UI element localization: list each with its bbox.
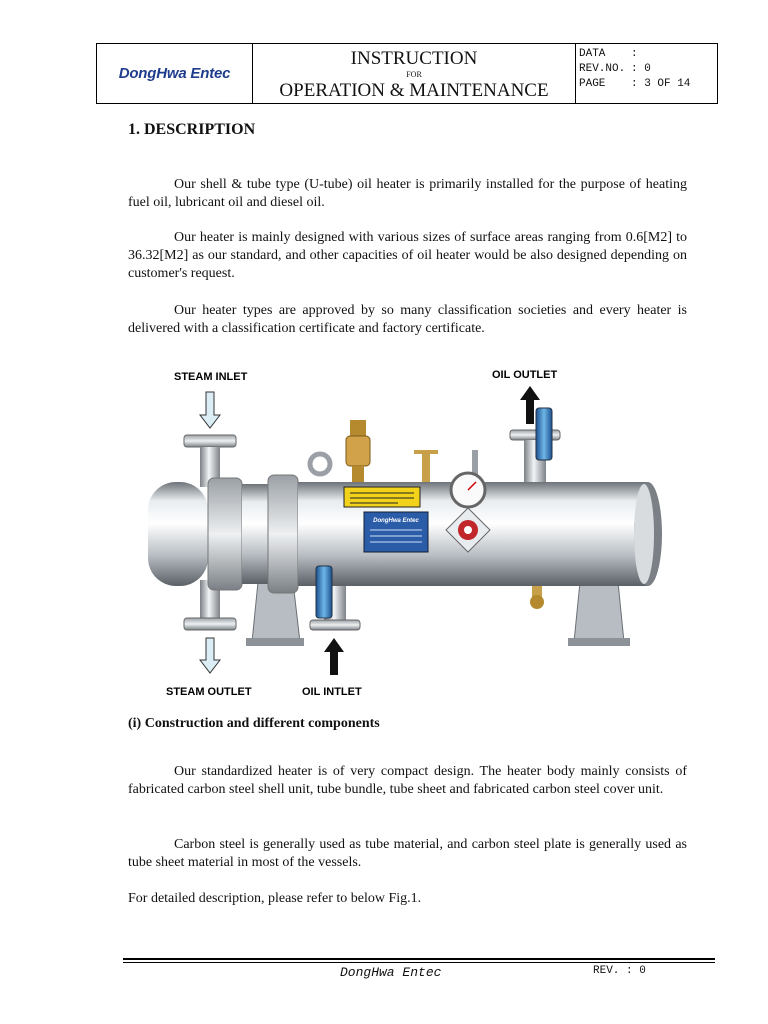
drain-valve <box>530 586 544 609</box>
paragraph-reference: For detailed description, please refer to below Fig.1. <box>128 891 422 906</box>
oil-outlet-label: OIL OUTLET <box>492 369 558 381</box>
paragraph-intro: Our shell & tube type (U-tube) oil heater is primarily installed for the purpose of heating fuel oil, lubricant oil and diesel oil. <box>128 177 687 210</box>
meta-cell <box>576 44 717 103</box>
doc-title-line2: OPERATION & MAINTENANCE <box>279 80 549 101</box>
steam-inlet-arrow-icon <box>200 392 220 428</box>
nameplate-text: DongHwa Entec <box>373 518 419 524</box>
oil-outlet-nozzle <box>510 408 560 492</box>
footer-rule <box>123 958 715 960</box>
safety-valve <box>346 420 370 482</box>
paragraph-sizes: Our heater is mainly designed with various sizes of surface areas ranging from 0.6[M2] to 36.32[M2] as our standard, and other capacities of oil heater would be also designed depending on customer's request. <box>128 230 687 281</box>
footer-rev: REV. : 0 <box>593 965 646 977</box>
company-logo: DongHwa Entec <box>118 65 231 82</box>
footer-company: DongHwa Entec <box>340 965 442 980</box>
title-cell <box>253 44 576 103</box>
doc-title-for: FOR <box>406 70 422 79</box>
paragraph-design: Our standardized heater is of very compact design. The heater body mainly consists of fabricated carbon steel shell unit, tube bundle, tube sheet and fabricated carbon steel cover unit. <box>128 764 687 797</box>
oil-inlet-label: OIL INTLET <box>302 686 362 698</box>
pressure-gauge <box>451 450 485 507</box>
steam-inlet-label: STEAM INLET <box>174 371 248 383</box>
support-legs <box>246 582 630 646</box>
logo-cell <box>97 44 253 103</box>
meta-key: PAGE <box>579 78 606 90</box>
vent-valve <box>414 450 438 482</box>
paragraph-material: Carbon steel is generally used as tube material, and carbon steel plate is generally used as tube sheet material in most of the vessels. <box>128 837 687 870</box>
steam-outlet-arrow-icon <box>200 638 220 673</box>
oil-inlet-arrow-icon <box>324 638 344 675</box>
paragraph-approval: Our heater types are approved by so many classification societies and every heater is delivered with a classification certificate and factory certificate. <box>128 303 687 336</box>
meta-value: : <box>631 48 638 60</box>
lifting-eye <box>310 454 330 474</box>
meta-key: DATA <box>579 48 606 60</box>
meta-value: : 0 <box>631 63 651 75</box>
oil-heater-figure <box>128 360 688 710</box>
steam-outlet-label: STEAM OUTLET <box>166 686 252 698</box>
document-header <box>96 43 718 104</box>
footer-rule-thin <box>123 962 715 963</box>
meta-rev-row <box>579 62 717 77</box>
section-heading: 1. DESCRIPTION <box>128 121 256 138</box>
meta-data-row <box>579 47 717 62</box>
meta-value: : 3 OF 14 <box>631 78 691 90</box>
subsection-heading: (i) Construction and different components <box>128 716 380 731</box>
nameplate <box>364 512 428 552</box>
warning-label <box>344 487 420 507</box>
oil-heater-illustration <box>128 360 688 710</box>
doc-title-line1: INSTRUCTION <box>350 48 478 69</box>
meta-key: REV.NO. <box>579 63 626 75</box>
meta-page-row <box>579 77 717 92</box>
